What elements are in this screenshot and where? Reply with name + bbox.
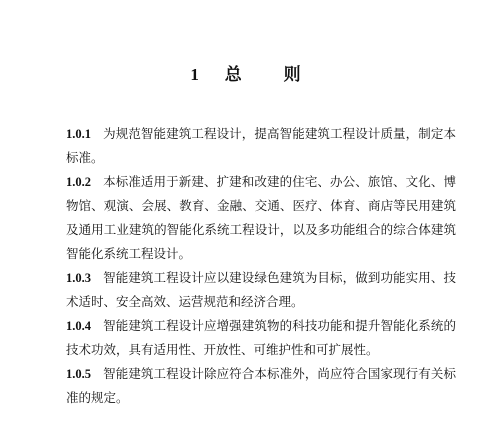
clause-number: 1.0.1 — [66, 127, 91, 141]
clause-text: 为规范智能建筑工程设计，提高智能建筑工程设计质量，制定本标准。 — [66, 126, 456, 165]
clause-text: 智能建筑工程设计除应符合本标准外，尚应符合国家现行有关标准的规定。 — [66, 366, 456, 405]
clause-1-0-3 — [66, 266, 456, 314]
chapter-title — [0, 60, 492, 85]
chapter-title-char-1: 总 — [224, 65, 243, 85]
clause-number: 1.0.5 — [66, 367, 91, 381]
clause-text: 智能建筑工程设计应以建设绿色建筑为目标，做到功能实用、技术适时、安全高效、运营规范和经济合理。 — [66, 270, 456, 309]
clause-number: 1.0.3 — [66, 271, 91, 285]
clause-text: 本标准适用于新建、扩建和改建的住宅、办公、旅馆、文化、博物馆、观演、会展、教育、金融、交通、医疗、体育、商店等民用建筑及通用工业建筑的智能化系统工程设计，以及多功能组合的综合体建筑智能化系统工程设计。 — [66, 174, 456, 261]
clause-list — [66, 122, 456, 410]
clause-number: 1.0.2 — [66, 175, 91, 189]
clause-1-0-2 — [66, 170, 456, 266]
clause-1-0-4 — [66, 314, 456, 362]
clause-1-0-5 — [66, 362, 456, 410]
clause-number: 1.0.4 — [66, 319, 91, 333]
chapter-number: 1 — [190, 65, 200, 84]
clause-text: 智能建筑工程设计应增强建筑物的科技功能和提升智能化系统的技术功效，具有适用性、开放性、可维护性和可扩展性。 — [66, 318, 456, 357]
chapter-title-char-2: 则 — [283, 65, 302, 85]
clause-1-0-1 — [66, 122, 456, 170]
